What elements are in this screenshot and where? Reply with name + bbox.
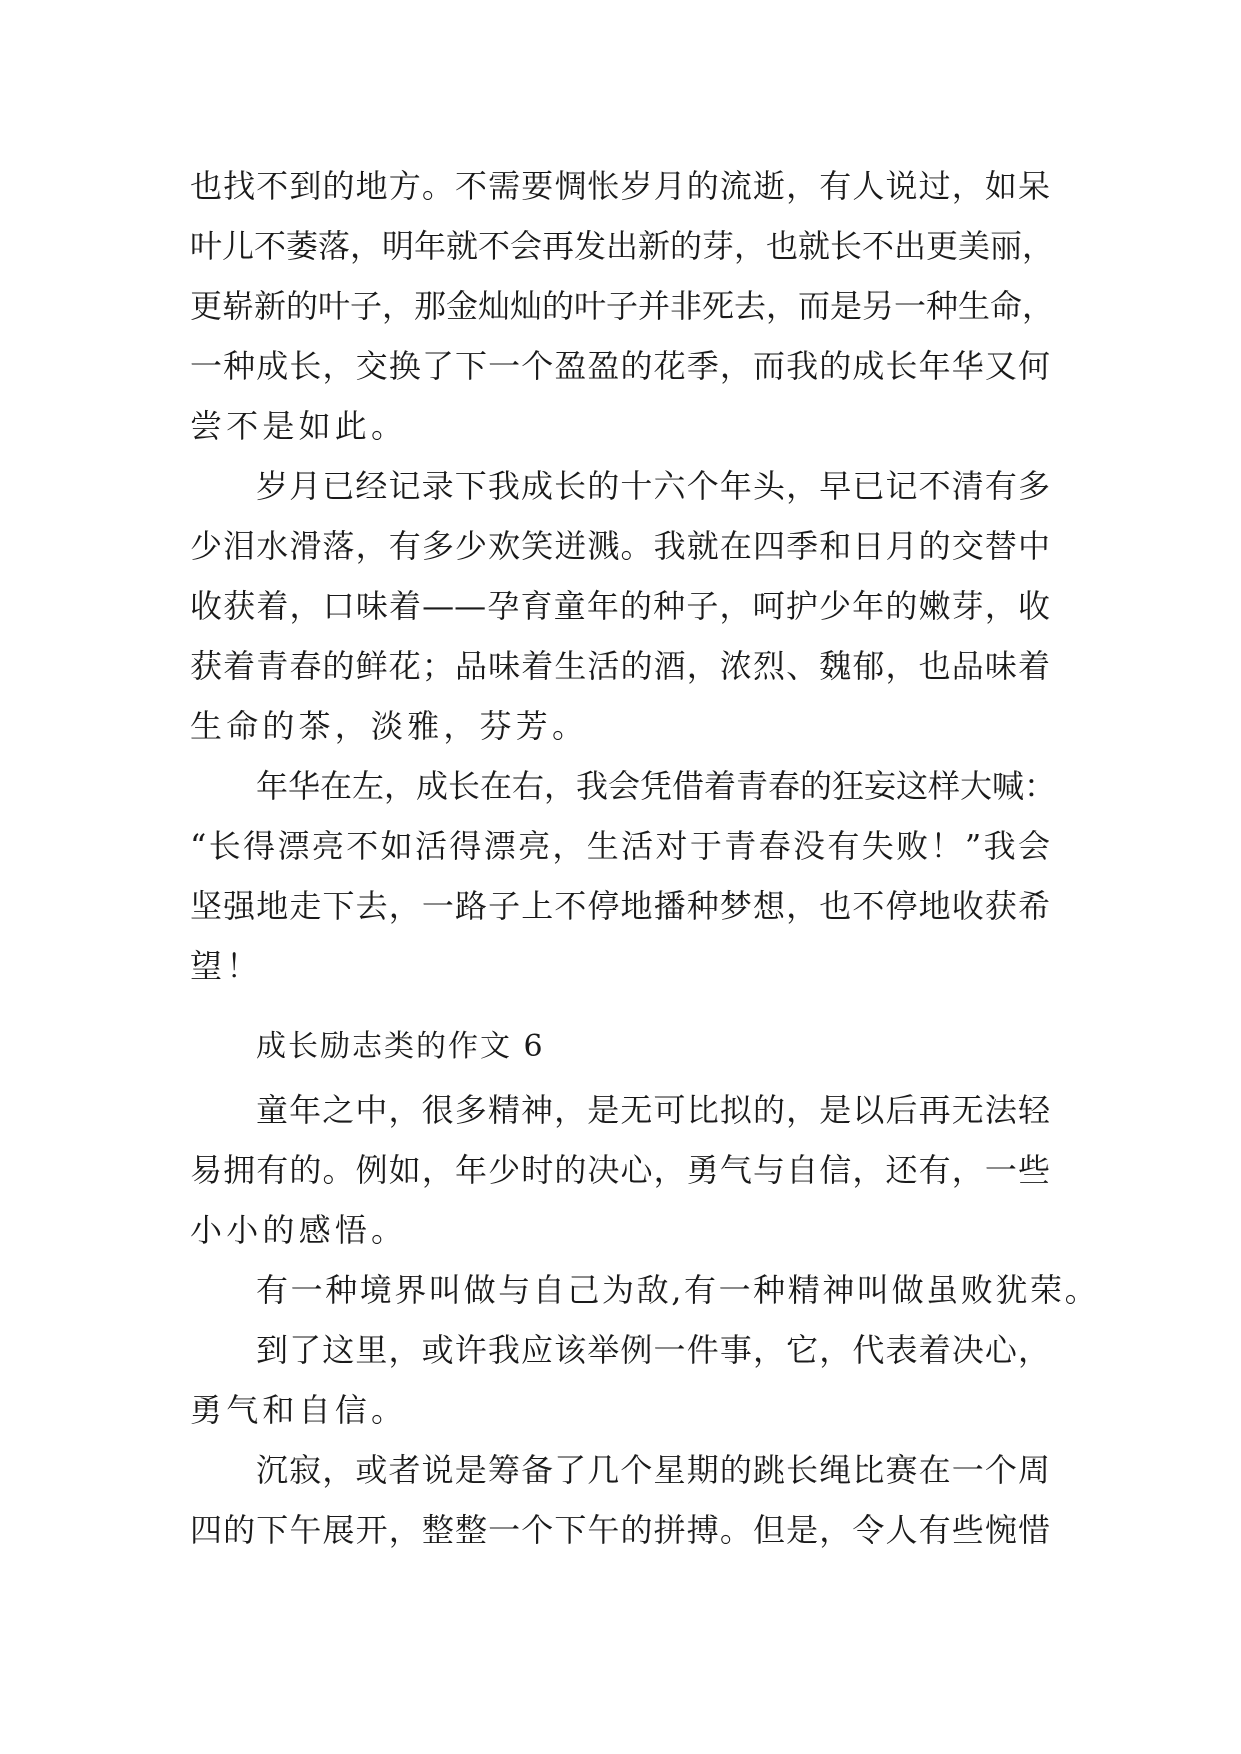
essay-section-heading-wrap	[190, 1016, 1050, 1078]
essay-text-lower	[190, 1080, 1100, 1560]
text-line: 收获着，口味着——孕育童年的种子，呵护少年的嫩芽，收	[190, 587, 1050, 625]
text-line: “长得漂亮不如活得漂亮，生活对于青春没有失败！”我会	[190, 827, 1050, 865]
text-line: 一种成长，交换了下一个盈盈的花季，而我的成长年华又何	[190, 347, 1050, 385]
text-line: 尝不是如此。	[190, 407, 408, 445]
text-line: 易拥有的。例如，年少时的决心，勇气与自信，还有，一些	[190, 1151, 1050, 1189]
paragraph-start-line: 到了这里，或许我应该举例一件事，它，代表着决心，	[256, 1331, 1050, 1369]
section-heading: 成长励志类的作文 6	[256, 1029, 545, 1064]
text-line: 更崭新的叶子，那金灿灿的叶子并非死去，而是另一种生命，	[190, 287, 1055, 325]
paragraph-start-line: 年华在左，成长在右，我会凭借着青春的狂妄这样大喊：	[256, 767, 1057, 805]
text-line: 四的下午展开，整整一个下午的拼搏。但是，令人有些惋惜	[190, 1511, 1050, 1549]
paragraph-start-line: 有一种境界叫做与自己为敌,有一种精神叫做虽败犹荣。	[256, 1271, 1100, 1309]
text-line: 获着青春的鲜花；品味着生活的酒，浓烈、魏郁，也品味着	[190, 647, 1050, 685]
text-line: 生命的茶，淡雅，芬芳。	[190, 707, 589, 745]
text-line: 也找不到的地方。不需要惆怅岁月的流逝，有人说过，如呆	[190, 167, 1050, 205]
text-line: 叶儿不萎落，明年就不会再发出新的芽，也就长不出更美丽，	[190, 227, 1055, 265]
paragraph-start-line: 沉寂，或者说是筹备了几个星期的跳长绳比赛在一个周	[256, 1451, 1050, 1489]
text-line: 少泪水滑落，有多少欢笑迸溅。我就在四季和日月的交替中	[190, 527, 1050, 565]
text-line: 坚强地走下去，一路子上不停地播种梦想，也不停地收获希	[190, 887, 1050, 925]
text-line: 勇气和自信。	[190, 1391, 408, 1429]
paragraph-start-line: 岁月已经记录下我成长的十六个年头，早已记不清有多	[256, 467, 1050, 505]
text-line: 望！	[190, 947, 263, 985]
essay-text-upper	[190, 156, 1057, 996]
text-line: 小小的感悟。	[190, 1211, 408, 1249]
paragraph-start-line: 童年之中，很多精神，是无可比拟的，是以后再无法轻	[256, 1091, 1050, 1129]
